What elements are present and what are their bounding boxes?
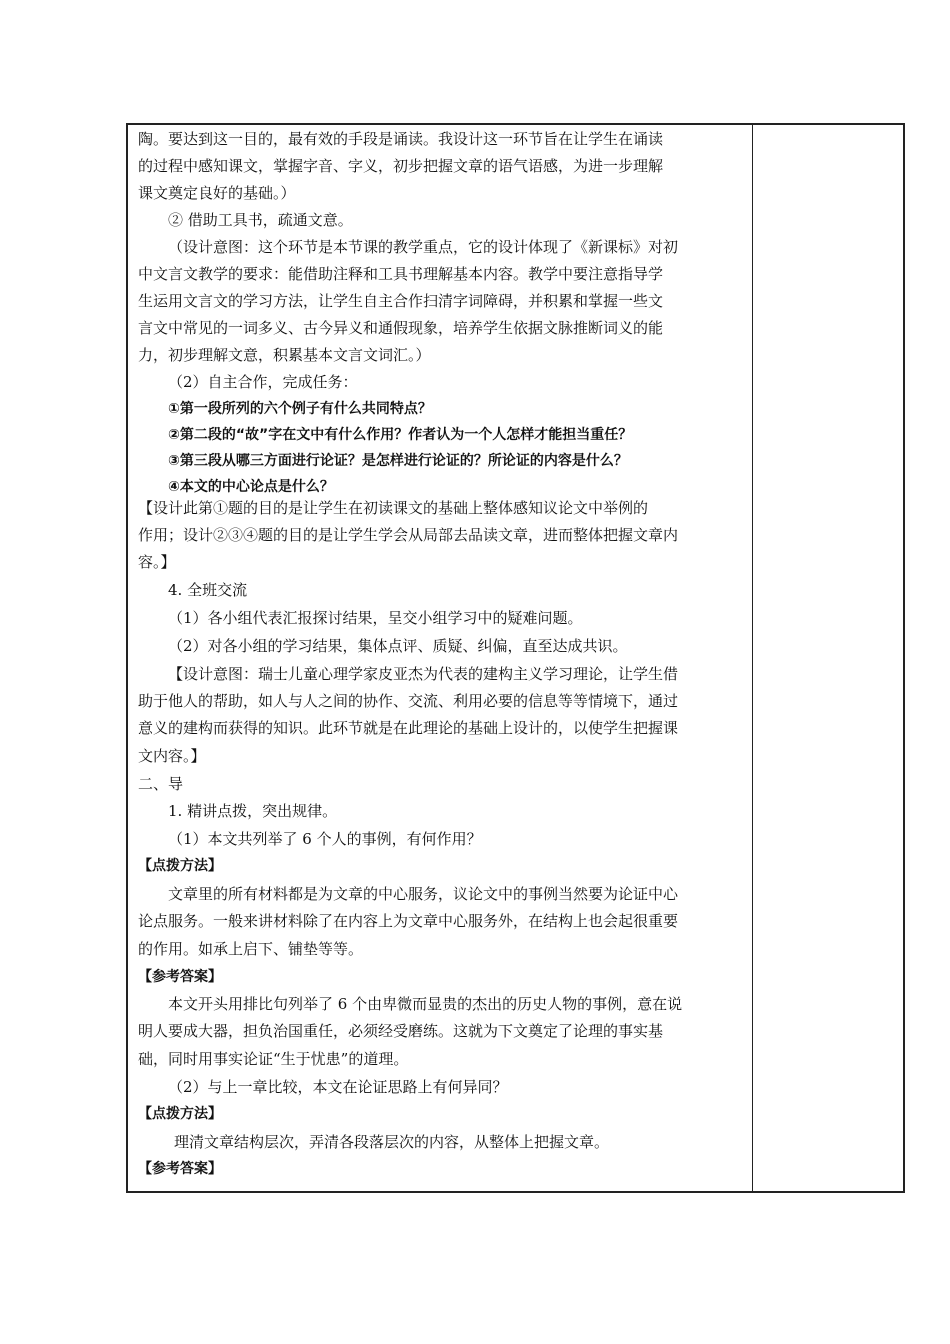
text-line: （2）与上一章比较，本文在论证思路上有何异同？ [168, 1078, 508, 1096]
text-line: 课文奠定良好的基础。） [138, 184, 296, 202]
column-divider [752, 125, 753, 1191]
label-method: 【点拨方法】 [138, 858, 222, 874]
text-line: 的作用。如承上启下、铺垫等等。 [138, 940, 364, 958]
text-line: 生运用文言文的学习方法，让学生自主合作扫清字词障碍，并积累和掌握一些文 [138, 292, 664, 310]
task-question: ③第三段从哪三方面进行论证？是怎样进行论证的？所论证的内容是什么？ [168, 453, 628, 469]
text-line: 文章里的所有材料都是为文章的中心服务，议论文中的事例当然要为论证中心 [168, 885, 679, 903]
text-line: （2）自主合作，完成任务： [168, 373, 358, 391]
task-question: ②第二段的“故”字在文中有什么作用？作者认为一个人怎样才能担当重任？ [168, 427, 633, 443]
text-line: （1）本文共列举了 6 个人的事例，有何作用？ [168, 830, 482, 848]
task-question: ①第一段所列的六个例子有什么共同特点？ [168, 401, 432, 417]
text-line: 的过程中感知课文，掌握字音、字义，初步把握文章的语气语感，为进一步理解 [138, 157, 664, 175]
text-line: 论点服务。一般来讲材料除了在内容上为文章中心服务外，在结构上也会起很重要 [138, 912, 679, 930]
text-line: 中文言文教学的要求：能借助注释和工具书理解基本内容。教学中要注意指导学 [138, 265, 664, 283]
text-line: （2）对各小组的学习结果，集体点评、质疑、纠偏，直至达成共识。 [168, 637, 628, 655]
text-line: 言文中常见的一词多义、古今异义和通假现象，培养学生依据文脉推断词义的能 [138, 319, 664, 337]
text-line: （1）各小组代表汇报探讨结果，呈交小组学习中的疑难问题。 [168, 609, 583, 627]
lesson-table [126, 123, 905, 1193]
text-line: 文内容。】 [138, 747, 206, 765]
section-heading: 二、导 [138, 775, 184, 793]
text-line: 陶。要达到这一目的，最有效的手段是诵读。我设计这一环节旨在让学生在诵读 [138, 130, 664, 148]
text-line: 力，初步理解文意，积累基本文言文词汇。） [138, 346, 431, 364]
label-answer: 【参考答案】 [138, 1161, 222, 1177]
label-method: 【点拨方法】 [138, 1106, 222, 1122]
text-line: 作用；设计②③④题的目的是让学生学会从局部去品读文章，进而整体把握文章内 [138, 526, 679, 544]
text-line: 4. 全班交流 [168, 581, 248, 599]
text-line: 础，同时用事实论证“生于忧患”的道理。 [138, 1050, 409, 1068]
text-line: ② 借助工具书，疏通文意。 [168, 211, 353, 229]
text-line: 助于他人的帮助，如人与人之间的协作、交流、利用必要的信息等等情境下，通过 [138, 692, 679, 710]
text-line: 本文开头用排比句列举了 6 个由卑微而显贵的杰出的历史人物的事例，意在说 [168, 995, 683, 1013]
label-answer: 【参考答案】 [138, 969, 222, 985]
text-line: 理清文章结构层次，弄清各段落层次的内容，从整体上把握文章。 [174, 1133, 610, 1151]
text-line: 意义的建构而获得的知识。此环节就是在此理论的基础上设计的，以使学生把握课 [138, 719, 679, 737]
text-line: 容。】 [138, 553, 176, 571]
text-line: 【设计意图：瑞士儿童心理学家皮亚杰为代表的建构主义学习理论，让学生借 [168, 665, 679, 683]
task-question: ④本文的中心论点是什么？ [168, 479, 334, 495]
text-line: 【设计此第①题的目的是让学生在初读课文的基础上整体感知议论文中举例的 [138, 499, 649, 517]
text-line: 明人要成大器，担负治国重任，必须经受磨练。这就为下文奠定了论理的事实基 [138, 1022, 664, 1040]
text-line: （设计意图：这个环节是本节课的教学重点，它的设计体现了《新课标》对初 [168, 238, 679, 256]
text-line: 1. 精讲点拨，突出规律。 [168, 802, 338, 820]
